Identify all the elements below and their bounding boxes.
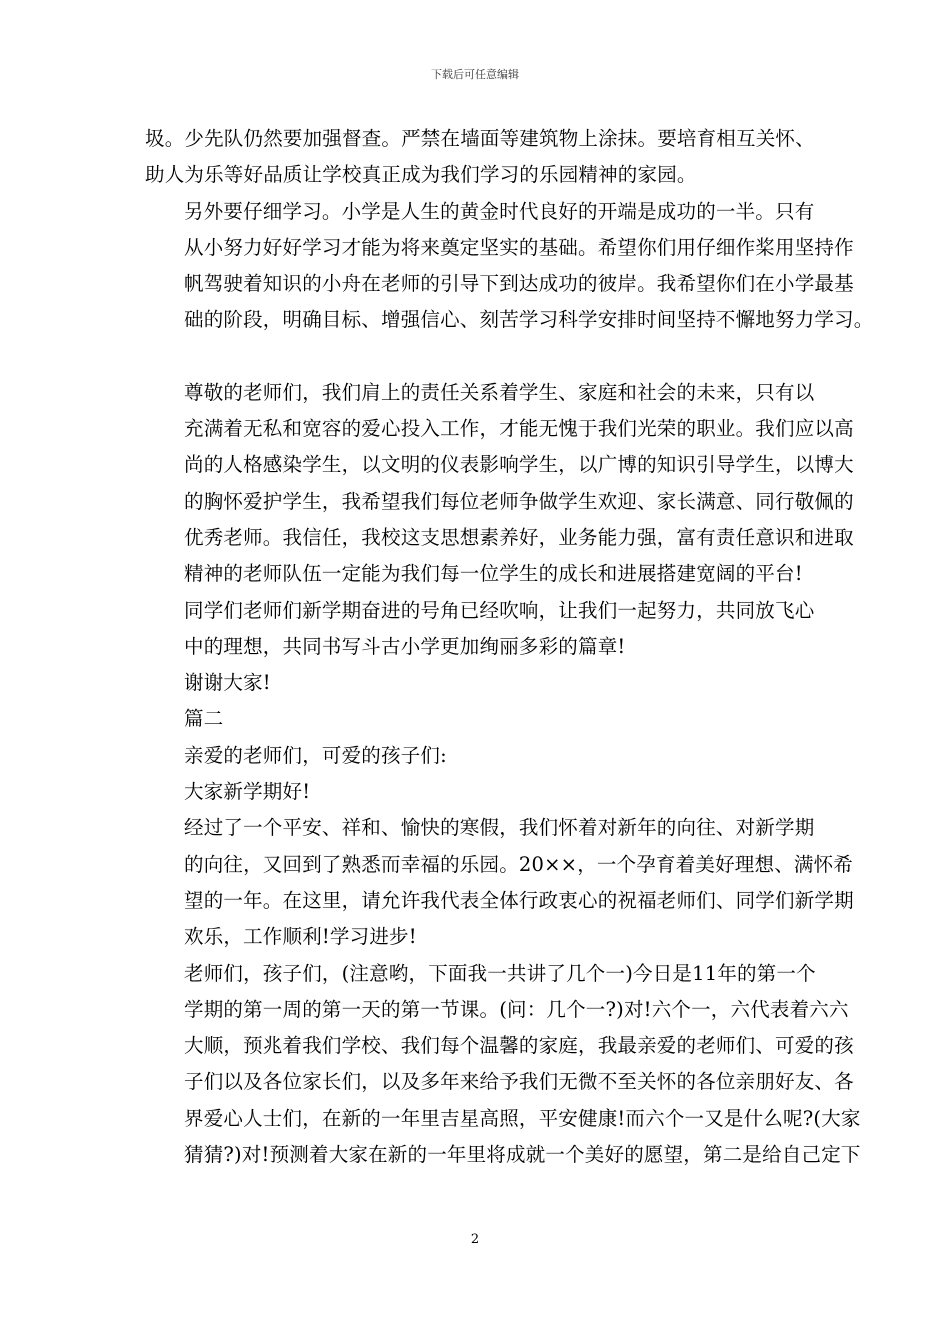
paragraph	[145, 956, 861, 1174]
salutation	[145, 738, 815, 774]
text-line: 优秀老师。我信任，我校这支思想素养好，业务能力强，富有责任意识和进取	[184, 525, 854, 549]
paragraph	[145, 810, 854, 955]
paragraph	[145, 194, 874, 339]
paragraph	[145, 121, 815, 194]
text-line: 的胸怀爱护学生，我希望我们每位老师争做学生欢迎、家长满意、同行敬佩的	[184, 489, 854, 513]
text-line: 的向往，又回到了熟悉而幸福的乐园。20××，一个孕育着美好理想、满怀希	[184, 852, 853, 876]
page-number: 2	[470, 1232, 480, 1247]
text-line: 大顺，预兆着我们学校、我们每个温馨的家庭，我最亲爱的老师们、可爱的孩	[184, 1034, 854, 1058]
paragraph	[145, 375, 854, 593]
text-line: 础的阶段，明确目标、增强信心、刻苦学习科学安排时间坚持不懈地努力学习。	[184, 308, 874, 332]
paragraph	[145, 593, 815, 666]
text-line: 另外要仔细学习。小学是人生的黄金时代良好的开端是成功的一半。只有	[184, 199, 815, 223]
text-line: 同学们老师们新学期奋进的号角已经吹响，让我们一起努力，共同放飞心	[184, 598, 815, 622]
text-line: 望的一年。在这里，请允许我代表全体行政衷心的祝福老师们、同学们新学期	[184, 888, 854, 912]
text-line: 从小努力好好学习才能为将来奠定坚实的基础。希望你们用仔细作桨用坚持作	[184, 235, 854, 259]
text-line: 老师们，孩子们，(注意哟，下面我一共讲了几个一)今日是11年的第一个	[184, 961, 816, 985]
section-heading	[145, 701, 815, 737]
text-line: 学期的第一周的第一天的第一节课。(问：几个一?)对!六个一，六代表着六六	[184, 997, 849, 1021]
text-line: 充满着无私和宽容的爱心投入工作，才能无愧于我们光荣的职业。我们应以高	[184, 417, 854, 441]
text-line: 中的理想，共同书写斗古小学更加绚丽多彩的篇章!	[184, 634, 626, 658]
text-line: 子们以及各位家长们，以及多年来给予我们无微不至关怀的各位亲朋好友、各	[184, 1070, 854, 1094]
text-line: 谢谢大家!	[184, 671, 271, 695]
text-line: 大家新学期好!	[184, 780, 311, 804]
text-line: 尊敬的老师们，我们肩上的责任关系着学生、家庭和社会的未来，只有以	[184, 380, 815, 404]
text-line: 篇二	[184, 707, 224, 731]
text-line: 圾。少先队仍然要加强督查。严禁在墙面等建筑物上涂抹。要培育相互关怀、	[145, 127, 815, 150]
text-line: 尚的人格感染学生，以文明的仪表影响学生，以广博的知识引导学生，以博大	[184, 453, 854, 477]
text-line: 帆驾驶着知识的小舟在老师的引导下到达成功的彼岸。我希望你们在小学最基	[184, 272, 854, 296]
text-line: 猜猜?)对!预测着大家在新的一年里将成就一个美好的愿望，第二是给自己定下	[184, 1143, 861, 1167]
text-line: 亲爱的老师们，可爱的孩子们:	[184, 743, 447, 767]
text-line: 欢乐，工作顺利!学习进步!	[184, 925, 417, 949]
paragraph	[145, 665, 815, 701]
document-body	[145, 121, 874, 1173]
text-line: 精神的老师队伍一定能为我们每一位学生的成长和进展搭建宽阔的平台!	[184, 562, 803, 586]
text-line: 助人为乐等好品质让学校真正成为我们学习的乐园精神的家园。	[145, 163, 697, 187]
greeting	[145, 774, 815, 810]
text-line: 经过了一个平安、祥和、愉快的寒假，我们怀着对新年的向往、对新学期	[184, 816, 815, 840]
text-line: 界爱心人士们，在新的一年里吉星高照，平安健康!而六个一又是什么呢?(大家	[184, 1106, 861, 1130]
page-header-note: 下载后可任意编辑	[431, 68, 519, 81]
blank-line	[145, 339, 815, 375]
